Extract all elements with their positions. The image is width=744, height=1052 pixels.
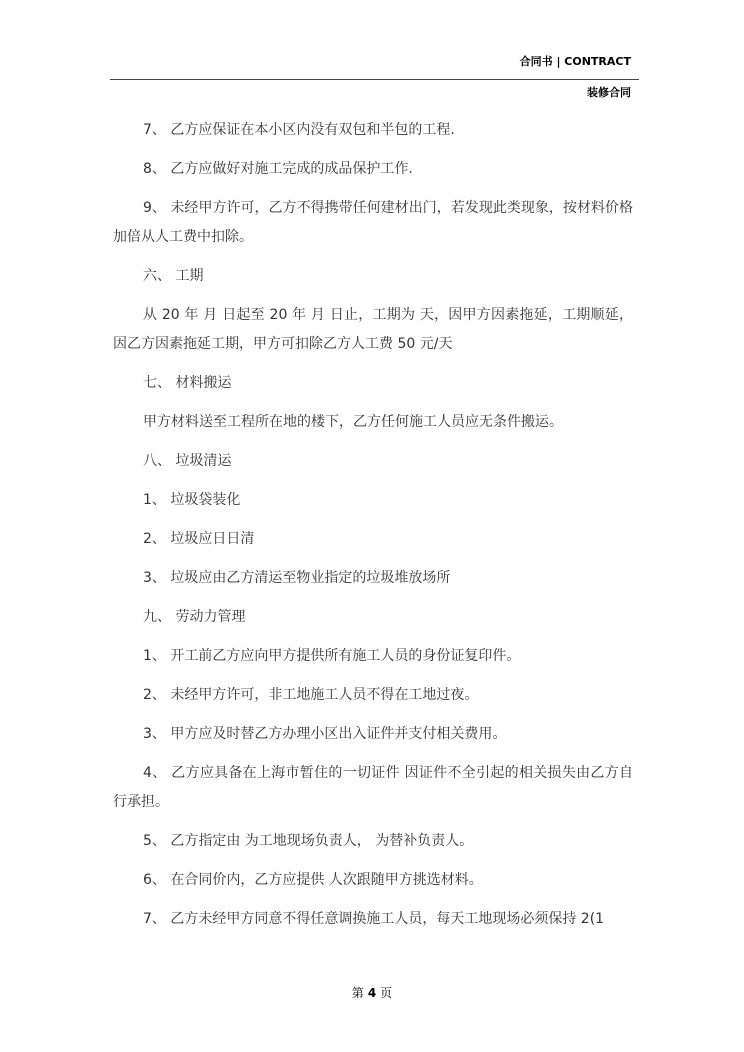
paragraph: 甲方材料送至工程所在地的楼下，乙方任何施工人员应无条件搬运。	[143, 414, 563, 430]
paragraph: 7、 乙方应保证在本小区内没有双包和半包的工程.	[143, 122, 455, 138]
section-heading: 六、 工期	[143, 268, 204, 284]
page-suffix: 页	[380, 986, 393, 1000]
paragraph: 1、 开工前乙方应向甲方提供所有施工人员的身份证复印件。	[143, 648, 521, 664]
header-subtitle: 装修合同	[587, 86, 631, 99]
paragraph: 3、 垃圾应由乙方清运至物业指定的垃圾堆放场所	[143, 570, 451, 586]
paragraph: 6、 在合同价内，乙方应提供 人次跟随甲方挑选材料。	[143, 872, 483, 888]
paragraph: 3、 甲方应及时替乙方办理小区出入证件并支付相关费用。	[143, 726, 507, 742]
page-prefix: 第	[351, 986, 364, 1000]
paragraph: 5、 乙方指定由 为工地现场负责人， 为替补负责人。	[143, 833, 474, 849]
paragraph: 9、 未经甲方许可，乙方不得携带任何建材出门，若发现此类现象，按材料价格加倍从人工费中扣除。	[113, 200, 633, 245]
header-divider	[110, 79, 639, 80]
page-footer	[0, 984, 744, 1001]
header-title: 合同书 | CONTRACT	[519, 55, 631, 68]
section-heading: 七、 材料搬运	[143, 375, 232, 391]
section-heading: 八、 垃圾清运	[143, 453, 232, 469]
document-body	[113, 116, 633, 944]
paragraph: 2、 未经甲方许可，非工地施工人员不得在工地过夜。	[143, 687, 479, 703]
paragraph: 从 20 年 月 日起至 20 年 月 日止，工期为 天，因甲方因素拖延，工期顺延，因乙方因素拖延工期，甲方可扣除乙方人工费 50 元/天	[113, 307, 633, 352]
paragraph: 4、 乙方应具备在上海市暂住的一切证件 因证件不全引起的相关损失由乙方自行承担。	[113, 765, 633, 810]
paragraph: 1、 垃圾袋装化	[143, 492, 241, 508]
section-heading: 九、 劳动力管理	[143, 609, 246, 625]
paragraph: 7、 乙方未经甲方同意不得任意调换施工人员，每天工地现场必须保持 2(1	[143, 911, 605, 927]
paragraph: 2、 垃圾应日日清	[143, 531, 255, 547]
paragraph: 8、 乙方应做好对施工完成的成品保护工作.	[143, 161, 413, 177]
page-number: 4	[367, 986, 377, 1000]
